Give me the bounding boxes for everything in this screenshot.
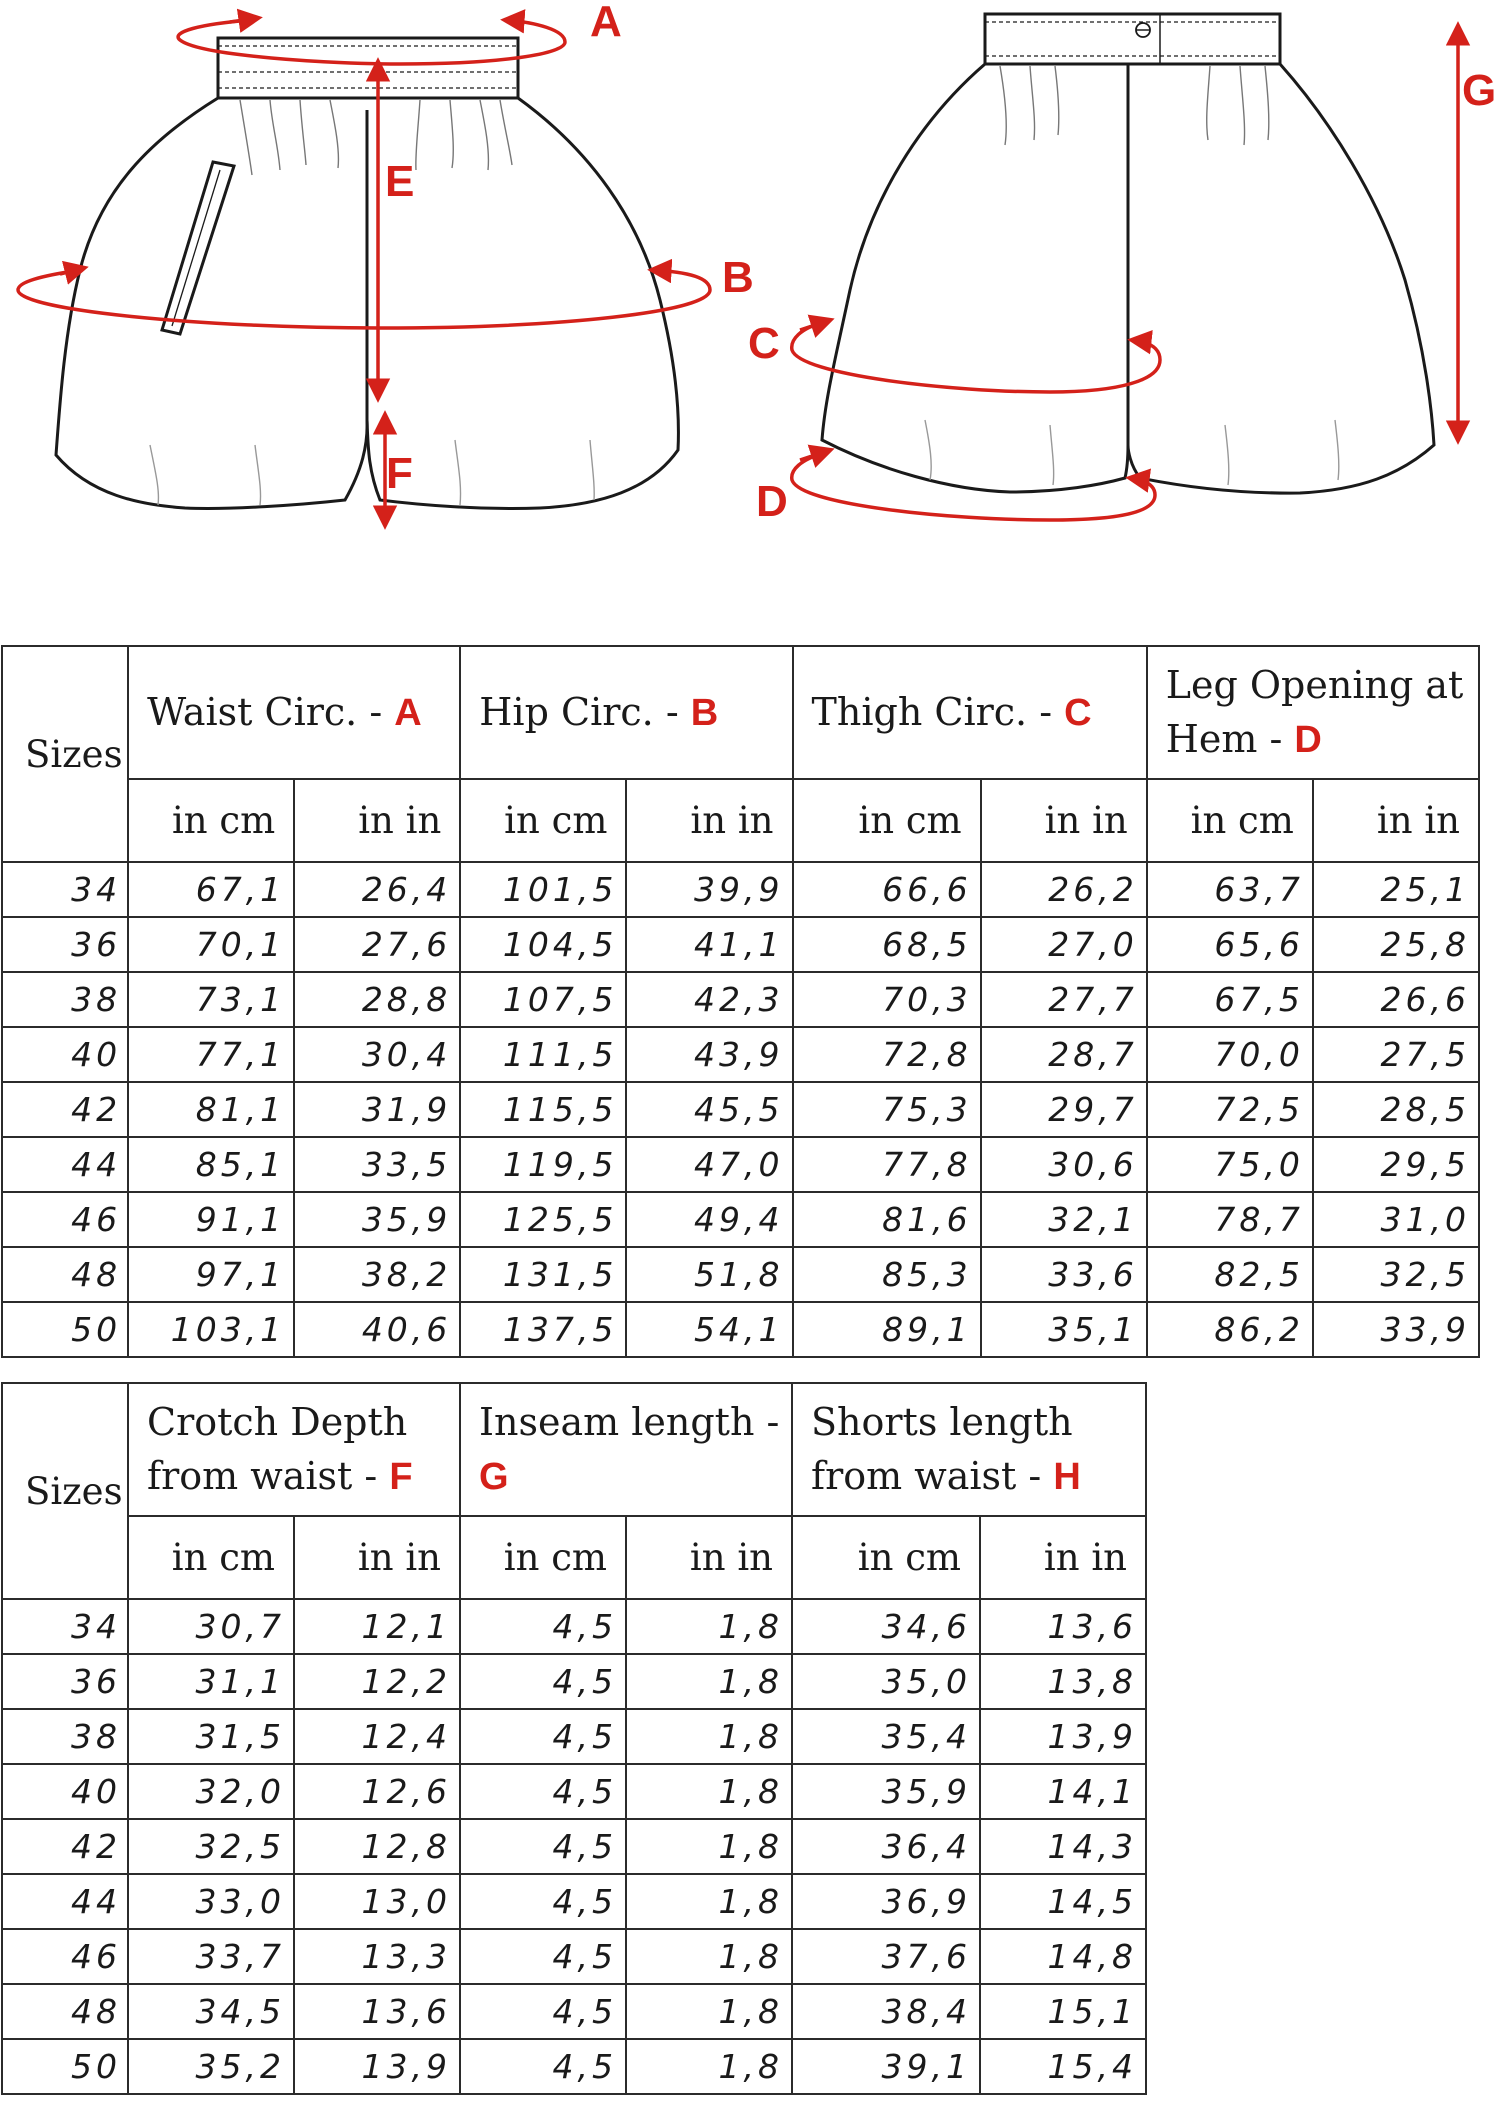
measurement-cell: 39,9: [626, 862, 792, 917]
column-group-shorts-length: Shorts length from waist - H: [792, 1383, 1146, 1516]
column-group-waist: Waist Circ. - A: [128, 646, 460, 779]
table-row: [2, 862, 1479, 917]
measurement-cell: 65,6: [1147, 917, 1313, 972]
size-cell: 36: [2, 917, 128, 972]
measurement-cell: 47,0: [626, 1137, 792, 1192]
table1-body: [2, 862, 1479, 1357]
measurement-cell: 30,7: [128, 1599, 294, 1654]
measurement-cell: 73,1: [128, 972, 294, 1027]
measurement-cell: 14,3: [980, 1819, 1146, 1874]
measurement-cell: 66,6: [793, 862, 981, 917]
sizes-header: Sizes: [2, 646, 128, 862]
measurement-cell: 111,5: [460, 1027, 626, 1082]
measurement-cell: 1,8: [626, 1929, 792, 1984]
measurement-cell: 33,9: [1313, 1302, 1479, 1357]
size-cell: 36: [2, 1654, 128, 1709]
measurement-cell: 77,1: [128, 1027, 294, 1082]
measurement-cell: 30,4: [294, 1027, 460, 1082]
measurement-cell: 85,1: [128, 1137, 294, 1192]
measurement-cell: 75,3: [793, 1082, 981, 1137]
measurement-cell: 26,4: [294, 862, 460, 917]
measurement-cell: 119,5: [460, 1137, 626, 1192]
measurement-cell: 43,9: [626, 1027, 792, 1082]
size-cell: 46: [2, 1192, 128, 1247]
column-group-crotch-depth: Crotch Depth from waist - F: [128, 1383, 460, 1516]
measurement-cell: 27,0: [981, 917, 1147, 972]
table-row: [2, 1764, 1146, 1819]
measurement-cell: 49,4: [626, 1192, 792, 1247]
measurement-cell: 1,8: [626, 1709, 792, 1764]
measurement-cell: 32,1: [981, 1192, 1147, 1247]
measurement-cell: 91,1: [128, 1192, 294, 1247]
measurement-cell: 40,6: [294, 1302, 460, 1357]
measurement-cell: 13,0: [294, 1874, 460, 1929]
measurement-cell: 70,3: [793, 972, 981, 1027]
measurement-cell: 27,6: [294, 917, 460, 972]
size-cell: 38: [2, 1709, 128, 1764]
measurement-cell: 72,5: [1147, 1082, 1313, 1137]
measurement-cell: 85,3: [793, 1247, 981, 1302]
measurement-cell: 4,5: [460, 1599, 626, 1654]
unit-in: in in: [626, 779, 792, 862]
measurement-cell: 54,1: [626, 1302, 792, 1357]
back-view-drawing: [822, 14, 1434, 493]
size-cell: 50: [2, 2039, 128, 2094]
measurement-cell: 33,0: [128, 1874, 294, 1929]
measurement-cell: 75,0: [1147, 1137, 1313, 1192]
unit-cm: in cm: [128, 779, 294, 862]
measurement-cell: 13,9: [980, 1709, 1146, 1764]
size-cell: 48: [2, 1984, 128, 2039]
measurement-cell: 38,4: [792, 1984, 980, 2039]
measurement-cell: 82,5: [1147, 1247, 1313, 1302]
shorts-measurement-diagram: [0, 0, 1500, 560]
measurement-letters: [385, 0, 1496, 526]
measurement-cell: 36,4: [792, 1819, 980, 1874]
label-e: E: [385, 157, 415, 206]
table-row: [2, 1599, 1146, 1654]
label-b: B: [722, 253, 754, 302]
table-row: [2, 1027, 1479, 1082]
measurement-cell: 26,6: [1313, 972, 1479, 1027]
measurement-cell: 15,4: [980, 2039, 1146, 2094]
measurement-cell: 38,2: [294, 1247, 460, 1302]
measurement-cell: 81,1: [128, 1082, 294, 1137]
measurement-cell: 13,8: [980, 1654, 1146, 1709]
size-cell: 46: [2, 1929, 128, 1984]
measurement-cell: 31,0: [1313, 1192, 1479, 1247]
unit-in: in in: [981, 779, 1147, 862]
measurement-cell: 86,2: [1147, 1302, 1313, 1357]
measurement-cell: 25,8: [1313, 917, 1479, 972]
measurement-cell: 30,6: [981, 1137, 1147, 1192]
measurement-cell: 28,8: [294, 972, 460, 1027]
measurement-cell: 1,8: [626, 1654, 792, 1709]
measurement-cell: 97,1: [128, 1247, 294, 1302]
measurement-cell: 78,7: [1147, 1192, 1313, 1247]
label-g: G: [1462, 66, 1497, 115]
unit-cm: in cm: [793, 779, 981, 862]
size-cell: 42: [2, 1819, 128, 1874]
measurement-cell: 45,5: [626, 1082, 792, 1137]
measurement-cell: 1,8: [626, 2039, 792, 2094]
table-row: [2, 1192, 1479, 1247]
measurement-cell: 14,5: [980, 1874, 1146, 1929]
measurement-cell: 37,6: [792, 1929, 980, 1984]
table-row: [2, 1819, 1146, 1874]
size-cell: 34: [2, 1599, 128, 1654]
measurement-cell: 34,5: [128, 1984, 294, 2039]
measurement-cell: 15,1: [980, 1984, 1146, 2039]
measurement-cell: 13,6: [980, 1599, 1146, 1654]
label-c: C: [748, 319, 780, 368]
table-row: [2, 2039, 1146, 2094]
label-a: A: [590, 0, 622, 46]
measurement-cell: 35,9: [792, 1764, 980, 1819]
measurement-cell: 39,1: [792, 2039, 980, 2094]
label-d: D: [756, 477, 788, 526]
measurement-cell: 4,5: [460, 1764, 626, 1819]
measurement-cell: 137,5: [460, 1302, 626, 1357]
size-cell: 40: [2, 1764, 128, 1819]
measurement-cell: 12,4: [294, 1709, 460, 1764]
column-group-thigh: Thigh Circ. - C: [793, 646, 1147, 779]
unit-in: in in: [1313, 779, 1479, 862]
size-cell: 48: [2, 1247, 128, 1302]
measurement-cell: 103,1: [128, 1302, 294, 1357]
unit-cm: in cm: [460, 1516, 626, 1599]
measurement-cell: 67,1: [128, 862, 294, 917]
measurement-cell: 32,0: [128, 1764, 294, 1819]
unit-in: in in: [980, 1516, 1146, 1599]
measurement-cell: 89,1: [793, 1302, 981, 1357]
measurement-cell: 35,1: [981, 1302, 1147, 1357]
measurement-cell: 12,2: [294, 1654, 460, 1709]
measurement-cell: 107,5: [460, 972, 626, 1027]
size-cell: 44: [2, 1874, 128, 1929]
measurement-cell: 32,5: [128, 1819, 294, 1874]
measurement-cell: 33,7: [128, 1929, 294, 1984]
unit-cm: in cm: [128, 1516, 294, 1599]
measurement-cell: 41,1: [626, 917, 792, 972]
measurement-cell: 51,8: [626, 1247, 792, 1302]
table-row: [2, 972, 1479, 1027]
size-cell: 50: [2, 1302, 128, 1357]
size-cell: 44: [2, 1137, 128, 1192]
measurement-cell: 28,7: [981, 1027, 1147, 1082]
measurement-cell: 31,5: [128, 1709, 294, 1764]
measurement-cell: 4,5: [460, 1654, 626, 1709]
measurement-cell: 33,5: [294, 1137, 460, 1192]
measurement-cell: 36,9: [792, 1874, 980, 1929]
measurement-cell: 131,5: [460, 1247, 626, 1302]
measurement-cell: 27,5: [1313, 1027, 1479, 1082]
unit-in: in in: [294, 779, 460, 862]
measurement-cell: 68,5: [793, 917, 981, 972]
size-cell: 34: [2, 862, 128, 917]
measurement-cell: 14,1: [980, 1764, 1146, 1819]
unit-cm: in cm: [1147, 779, 1313, 862]
size-cell: 38: [2, 972, 128, 1027]
table-row: [2, 1874, 1146, 1929]
table-row: [2, 1302, 1479, 1357]
measurement-cell: 70,0: [1147, 1027, 1313, 1082]
measurement-cell: 35,2: [128, 2039, 294, 2094]
measurement-cell: 1,8: [626, 1819, 792, 1874]
measurement-cell: 12,6: [294, 1764, 460, 1819]
measurement-cell: 29,7: [981, 1082, 1147, 1137]
measurement-cell: 25,1: [1313, 862, 1479, 917]
measurement-cell: 13,9: [294, 2039, 460, 2094]
measurement-cell: 101,5: [460, 862, 626, 917]
measurement-cell: 35,9: [294, 1192, 460, 1247]
measurement-cell: 34,6: [792, 1599, 980, 1654]
measurement-cell: 1,8: [626, 1984, 792, 2039]
measurement-cell: 12,8: [294, 1819, 460, 1874]
measurement-cell: 31,9: [294, 1082, 460, 1137]
unit-cm: in cm: [460, 779, 626, 862]
size-table-circumferences: [1, 645, 1480, 1358]
measurement-cell: 13,6: [294, 1984, 460, 2039]
table-row: [2, 1984, 1146, 2039]
measurement-cell: 35,0: [792, 1654, 980, 1709]
measurement-cell: 32,5: [1313, 1247, 1479, 1302]
table-row: [2, 1082, 1479, 1137]
measurement-cell: 67,5: [1147, 972, 1313, 1027]
unit-in: in in: [626, 1516, 792, 1599]
measurement-cell: 27,7: [981, 972, 1147, 1027]
column-group-leg-opening: Leg Opening at Hem - D: [1147, 646, 1479, 779]
size-cell: 42: [2, 1082, 128, 1137]
table2-body: [2, 1599, 1146, 2094]
measurement-cell: 14,8: [980, 1929, 1146, 1984]
measurement-cell: 70,1: [128, 917, 294, 972]
table-row: [2, 1709, 1146, 1764]
sizes-header: Sizes: [2, 1383, 128, 1599]
measurement-cell: 115,5: [460, 1082, 626, 1137]
front-view-drawing: [56, 38, 678, 508]
measurement-cell: 28,5: [1313, 1082, 1479, 1137]
table-row: [2, 1929, 1146, 1984]
measurement-cell: 4,5: [460, 1819, 626, 1874]
measurement-cell: 4,5: [460, 1929, 626, 1984]
unit-in: in in: [294, 1516, 460, 1599]
measurement-cell: 77,8: [793, 1137, 981, 1192]
measurement-cell: 26,2: [981, 862, 1147, 917]
table-row: [2, 1137, 1479, 1192]
size-table-lengths: [1, 1382, 1147, 2095]
table-row: [2, 917, 1479, 972]
measurement-cell: 1,8: [626, 1874, 792, 1929]
measurement-cell: 29,5: [1313, 1137, 1479, 1192]
table-row: [2, 1654, 1146, 1709]
measurement-cell: 4,5: [460, 1709, 626, 1764]
measurement-cell: 63,7: [1147, 862, 1313, 917]
unit-cm: in cm: [792, 1516, 980, 1599]
column-group-inseam: Inseam length - G: [460, 1383, 792, 1516]
measurement-cell: 104,5: [460, 917, 626, 972]
measurement-cell: 42,3: [626, 972, 792, 1027]
measurement-cell: 81,6: [793, 1192, 981, 1247]
column-group-hip: Hip Circ. - B: [460, 646, 792, 779]
measurement-cell: 125,5: [460, 1192, 626, 1247]
measurement-cell: 72,8: [793, 1027, 981, 1082]
measurement-cell: 1,8: [626, 1764, 792, 1819]
measurement-cell: 12,1: [294, 1599, 460, 1654]
measurement-cell: 4,5: [460, 1984, 626, 2039]
table-row: [2, 1247, 1479, 1302]
label-f: F: [386, 449, 413, 498]
measurement-cell: 4,5: [460, 1874, 626, 1929]
measurement-cell: 13,3: [294, 1929, 460, 1984]
measurement-cell: 35,4: [792, 1709, 980, 1764]
measurement-cell: 1,8: [626, 1599, 792, 1654]
measurement-cell: 31,1: [128, 1654, 294, 1709]
measurement-cell: 33,6: [981, 1247, 1147, 1302]
size-cell: 40: [2, 1027, 128, 1082]
measurement-cell: 4,5: [460, 2039, 626, 2094]
